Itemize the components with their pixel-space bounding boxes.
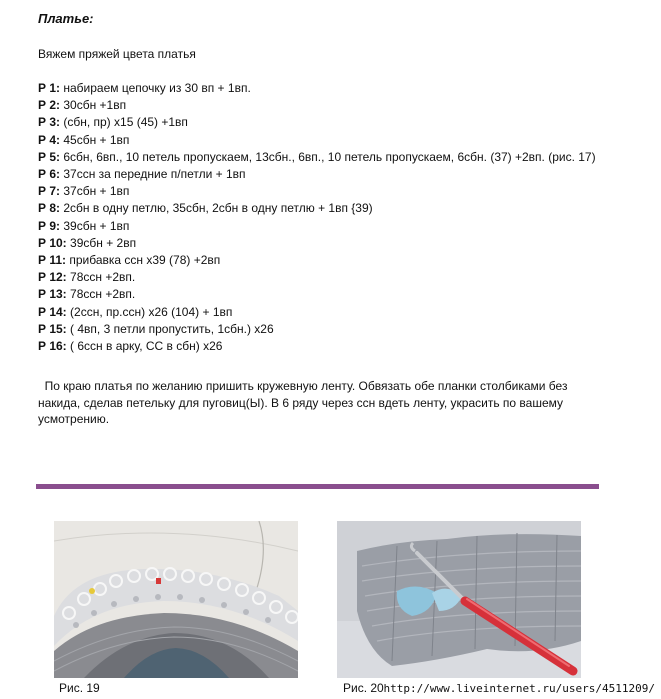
row-text: 37ссн за передние п/петли + 1вп <box>60 167 246 182</box>
watermark-url[interactable]: http://www.liveinternet.ru/users/4511209/ <box>383 682 655 695</box>
intro-text: Вяжем пряжей цвета платья <box>38 47 196 61</box>
row-label: Р 16: <box>38 339 67 354</box>
row-text: 78ссн +2вп. <box>66 270 136 285</box>
row-text: 2сбн в одну петлю, 35сбн, 2сбн в одну петлю + 1вп {39) <box>60 201 373 216</box>
pattern-row <box>38 286 628 303</box>
row-label: Р 10: <box>38 235 67 250</box>
row-label: Р 6: <box>38 167 61 182</box>
row-label: Р 15: <box>38 321 67 336</box>
row-text: 39сбн + 1вп <box>60 218 130 233</box>
pattern-row <box>38 218 628 235</box>
pattern-row <box>38 114 628 131</box>
section-heading: Платье: <box>38 11 94 26</box>
figure-19-caption: Рис. 19 <box>59 681 100 695</box>
row-text: прибавка ссн х39 (78) +2вп <box>66 253 221 268</box>
figure-20-photo <box>337 521 581 678</box>
row-text: (сбн, пр) х15 (45) +1вп <box>60 115 188 130</box>
crochet-dress-lace-icon <box>54 521 298 678</box>
pattern-row <box>38 269 628 286</box>
row-label: Р 8: <box>38 201 61 216</box>
crochet-hook-icon <box>337 521 581 678</box>
row-label: Р 1: <box>38 81 61 95</box>
row-text: 30сбн +1вп <box>60 98 127 113</box>
row-label: Р 12: <box>38 270 67 285</box>
row-text: (2ссн, пр.ссн) х26 (104) + 1вп <box>66 304 233 319</box>
pattern-row <box>38 97 628 114</box>
pattern-row <box>38 80 628 97</box>
row-text: 39сбн + 2вп <box>66 235 137 250</box>
row-label: Р 5: <box>38 149 61 164</box>
pattern-row <box>38 304 628 321</box>
pattern-row <box>38 149 628 166</box>
pattern-row <box>38 338 628 355</box>
row-text: ( 6ссн в арку, СС в сбн) х26 <box>66 339 223 354</box>
row-label: Р 13: <box>38 287 67 302</box>
pattern-row <box>38 166 628 183</box>
figure-19-photo <box>54 521 298 678</box>
pattern-rows <box>38 80 628 355</box>
row-text: 78ссн +2вп. <box>66 287 136 302</box>
row-label: Р 11: <box>38 253 67 268</box>
row-text: 6сбн, 6вп., 10 петель пропускаем, 13сбн., 6вп., 10 петель пропускаем, 6сбн. (37) +2вп. (рис. 17) <box>60 149 596 164</box>
row-text: ( 4вп, 3 петли пропустить, 1сбн.) х26 <box>66 321 274 336</box>
pattern-row <box>38 235 628 252</box>
row-label: Р 7: <box>38 184 61 199</box>
pattern-row <box>38 183 628 200</box>
finishing-note-text: По краю платья по желанию пришить кружевную ленту. Обвязать обе планки столбиками без накида, сделав петельку для пуговиц(Ы). В 6 ряду через ссн вдеть ленту, украсить по вашему усмотрению. <box>38 379 568 426</box>
row-label: Р 9: <box>38 218 61 233</box>
pattern-row <box>38 321 628 338</box>
row-text: набираем цепочку из 30 вп + 1вп. <box>60 81 251 95</box>
row-label: Р 2: <box>38 98 61 113</box>
figure-20-caption: Рис. 20 <box>343 681 384 695</box>
row-text: 45сбн + 1вп <box>60 132 130 147</box>
pattern-row <box>38 132 628 149</box>
section-divider <box>36 484 599 489</box>
row-label: Р 14: <box>38 304 67 319</box>
pattern-row <box>38 252 628 269</box>
finishing-note <box>38 378 598 428</box>
pattern-row <box>38 200 628 217</box>
row-text: 37сбн + 1вп <box>60 184 130 199</box>
row-label: Р 4: <box>38 132 61 147</box>
row-label: Р 3: <box>38 115 61 130</box>
